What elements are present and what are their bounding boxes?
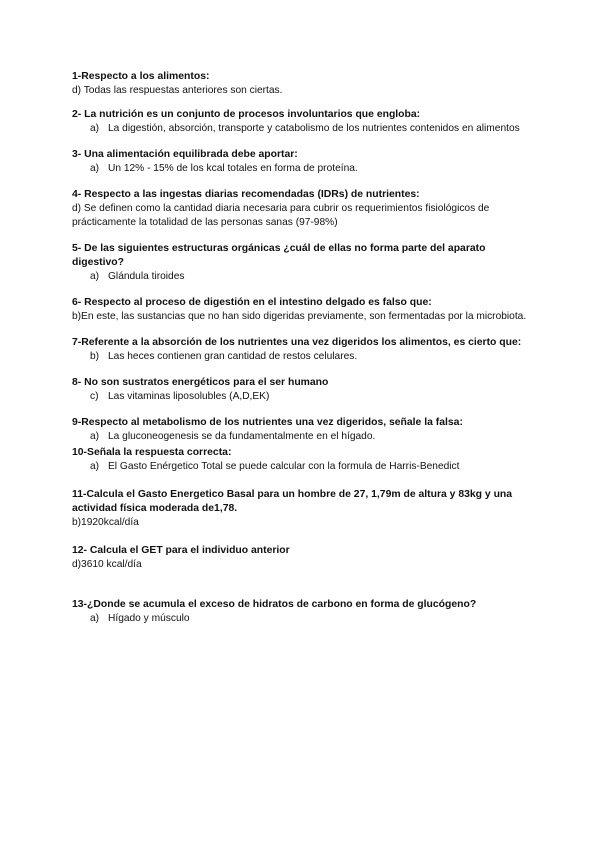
answer-text: Glándula tiroides <box>108 271 185 282</box>
answer-marker: a) <box>90 123 100 134</box>
answer-item <box>72 122 532 136</box>
question-3 <box>72 148 532 176</box>
question-9 <box>72 416 532 444</box>
answer-marker: a) <box>90 613 100 624</box>
question-4 <box>72 188 532 230</box>
answer-marker: a) <box>90 271 100 282</box>
question-2 <box>72 108 532 136</box>
answer-text: La gluconeogenesis se da fundamentalmente en el hígado. <box>108 431 376 442</box>
answer-item <box>72 270 532 284</box>
answer-marker: a) <box>90 163 100 174</box>
answer-text: El Gasto Enérgetico Total se puede calcular con la formula de Harris-Benedict <box>108 461 460 472</box>
answer-item <box>72 612 532 626</box>
question-text: 3- Una alimentación equilibrada debe aportar: <box>72 149 298 160</box>
question-text: 4- Respecto a las ingestas diarias recomendadas (IDRs) de nutrientes: <box>72 189 420 200</box>
answer-text: Las vitaminas liposolubles (A,D,EK) <box>108 391 270 402</box>
answer-item <box>72 162 532 176</box>
answer-text: d)3610 kcal/día <box>72 559 142 570</box>
question-text: 10-Señala la respuesta correcta: <box>72 447 232 458</box>
question-text: 7-Referente a la absorción de los nutrientes una vez digeridos los alimentos, es cierto que: <box>72 337 522 348</box>
question-text: 11-Calcula el Gasto Energetico Basal para un hombre de 27, 1,79m de altura y 83kg y una actividad física moderada de1,78. <box>72 489 513 514</box>
answer-item <box>72 430 532 444</box>
question-12 <box>72 544 532 572</box>
question-5 <box>72 242 532 284</box>
question-8 <box>72 376 532 404</box>
question-text: 13-¿Donde se acumula el exceso de hidratos de carbono en forma de glucógeno? <box>72 599 477 610</box>
question-7 <box>72 336 532 364</box>
answer-item <box>72 460 532 474</box>
answer-marker: b) <box>90 351 100 362</box>
answer-text: d) Se definen como la cantidad diaria necesaria para cubrir os requerimientos fisiológicos de prácticamente la totalidad de las personas sanas (97-98%) <box>72 203 490 228</box>
question-text: 8- No son sustratos energéticos para el ser humano <box>72 377 329 388</box>
answer-text: La digestión, absorción, transporte y catabolismo de los nutrientes contenidos en alimentos <box>108 123 520 134</box>
question-1 <box>72 70 532 98</box>
answer-text: d) Todas las respuestas anteriores son ciertas. <box>72 85 283 96</box>
answer-text: Las heces contienen gran cantidad de restos celulares. <box>108 351 358 362</box>
answer-marker: a) <box>90 431 100 442</box>
question-text: 6- Respecto al proceso de digestión en el intestino delgado es falso que: <box>72 297 432 308</box>
question-13 <box>72 598 532 626</box>
question-10 <box>72 446 532 474</box>
question-11 <box>72 488 532 530</box>
answer-marker: a) <box>90 461 100 472</box>
answer-text: Hígado y músculo <box>108 613 190 624</box>
document-page <box>72 70 532 636</box>
answer-text: Un 12% - 15% de los kcal totales en forma de proteína. <box>108 163 358 174</box>
answer-text: b)En este, las sustancias que no han sido digeridas previamente, son fermentadas por la microbiota. <box>72 311 527 322</box>
answer-item <box>72 390 532 404</box>
answer-item <box>72 350 532 364</box>
question-text: 5- De las siguientes estructuras orgánicas ¿cuál de ellas no forma parte del aparato digestivo? <box>72 243 486 268</box>
question-text: 2- La nutrición es un conjunto de procesos involuntarios que engloba: <box>72 109 421 120</box>
question-text: 1-Respecto a los alimentos: <box>72 71 210 82</box>
answer-marker: c) <box>90 391 99 402</box>
question-6 <box>72 296 532 324</box>
answer-text: b)1920kcal/día <box>72 517 139 528</box>
question-text: 12- Calcula el GET para el individuo anterior <box>72 545 290 556</box>
question-text: 9-Respecto al metabolismo de los nutrientes una vez digeridos, señale la falsa: <box>72 417 463 428</box>
